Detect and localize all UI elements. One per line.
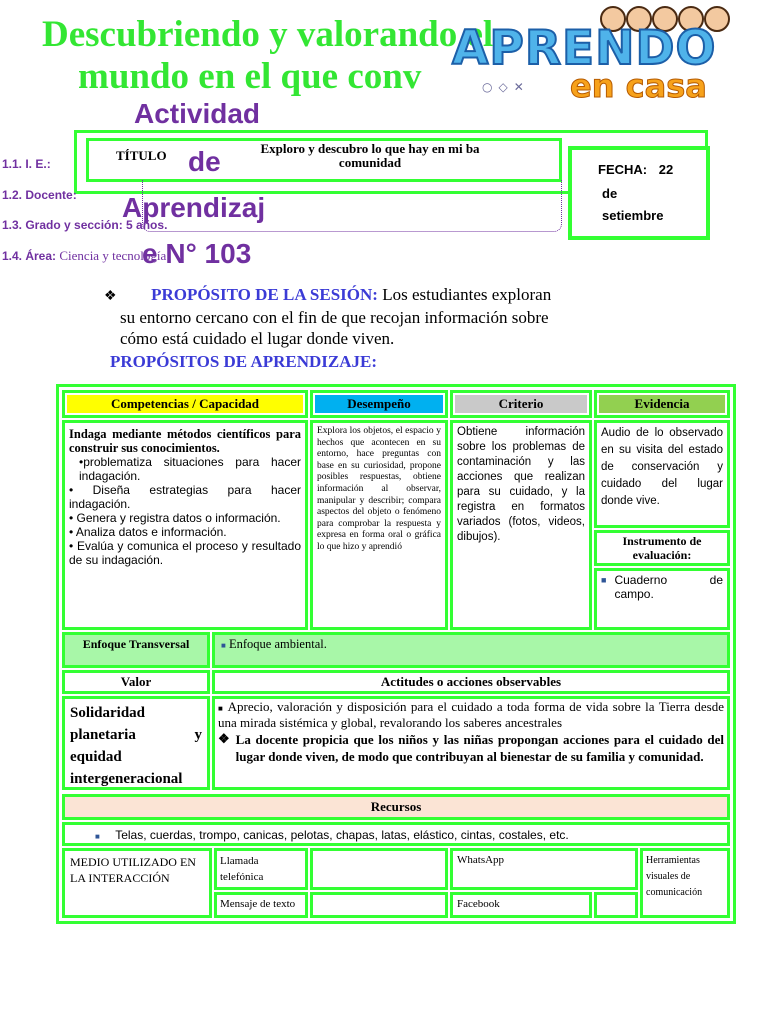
header-criterio-cell [450, 390, 592, 418]
header-desempeno-cell [310, 390, 448, 418]
evidencia-text: Audio de lo observado en su visita del estado de conservación y cuidado del lugar donde vive. [601, 427, 723, 507]
recursos-label: Recursos [370, 799, 422, 814]
actitud-text: Aprecio, valoración y disposición para el cuidado a toda forma de vida sobre la Tierra desde una mirada sistémica y global, revalorando los saberes ancestrales [218, 699, 724, 730]
titulo-value-line-2: comunidad [338, 155, 402, 170]
llamada-label: Llamada telefónica [220, 855, 264, 883]
mensaje-cell [214, 892, 308, 918]
llamada-cell [214, 848, 308, 890]
competencia-item: • Diseña estrategias para hacer indagación. [69, 483, 301, 511]
header-competencias: Competencias / Capacidad [67, 395, 303, 413]
facebook-label: Facebook [457, 898, 500, 910]
purpose-text-first: Los estudiantes exploran [382, 285, 552, 304]
header-evidencia-cell [594, 390, 730, 418]
purpose-label: PROPÓSITO DE LA SESIÓN: [151, 285, 378, 304]
competencia-item: • Evalúa y comunica el proceso y resultado de su indagación. [69, 539, 301, 567]
criterio-text: Obtiene información sobre los problemas de contaminación y las acciones que realizan para su cuidado, y la registra en formatos variados (fotos, videos, dibujos). [457, 426, 585, 543]
desempeno-cell [310, 420, 448, 630]
enfoque-value-cell [212, 632, 730, 668]
actitudes-cell [212, 696, 730, 790]
competencia-item: •problematiza situaciones para hacer indagación. [79, 455, 301, 483]
area-label: 1.4. Área: [2, 249, 57, 263]
facebook-cell [450, 892, 592, 918]
valor-label: Valor [120, 674, 152, 689]
header-evidencia: Evidencia [599, 395, 725, 413]
diamond-bullet-icon: ❖ [218, 731, 230, 746]
titulo-value [180, 142, 560, 170]
competencia-item: • Genera y registra datos o información. [69, 511, 281, 525]
actitud-bold: La docente propicia que los niños y las niñas propongan acciones para el cuidado del lugar donde viven, de modo que contribuyan al bienestar de su familia y comunidad. [235, 732, 724, 764]
fecha-label: FECHA: [598, 162, 648, 177]
enfoque-value: Enfoque ambiental. [228, 637, 327, 651]
mensaje-check-cell[interactable] [310, 892, 448, 918]
valor-value: Solidaridad planetaria y equidad intergeneracional [70, 705, 202, 787]
logo-main-text: APRENDO [452, 21, 717, 76]
facebook-check-cell[interactable] [594, 892, 638, 918]
page-title-line-2: mundo en el que conv [78, 56, 422, 97]
medio-label-cell [62, 848, 212, 918]
purpose-bullet-icon: ❖ [104, 289, 117, 304]
competencia-item: • Analiza datos e información. [69, 525, 227, 539]
herramientas-label: Herramientas visuales de comunicación [646, 855, 703, 898]
fecha-month-1: de [602, 186, 618, 201]
page-title-line-1: Descubriendo y valorando el [42, 14, 494, 55]
criterio-cell [450, 420, 592, 630]
instrumento-item: Cuaderno de campo. [614, 573, 723, 601]
titulo-label: TÍTULO [116, 148, 167, 163]
competencia-title: Indaga mediante métodos científicos para construir sus conocimientos. [69, 427, 301, 455]
enfoque-label-cell [62, 632, 210, 668]
activity-line-3: Aprendizaj [122, 192, 266, 223]
desempeno-text: Explora los objetos, el espacio y hechos que acontecen en su entorno, hace preguntas con base en su curiosidad, propone posibles respuestas, obtiene información al observar, manipular y describir; compara aspectos del objeto o fenómeno para comprobar la respuesta y expresa en forma oral o gráfica lo que hizo y aprendió [317, 426, 441, 552]
header-criterio: Criterio [455, 395, 587, 413]
competencias-cell [62, 420, 308, 630]
actitudes-label: Actitudes o acciones observables [380, 674, 562, 689]
instrumento-header-cell [594, 530, 730, 566]
instrumento-cell [594, 568, 730, 630]
learning-purposes-heading: PROPÓSITOS DE APRENDIZAJE: [110, 352, 378, 371]
header-competencias-cell [62, 390, 308, 418]
area-value: Ciencia y tecnología [59, 248, 167, 263]
recursos-value: Telas, cuerdas, trompo, canicas, pelotas, chapas, latas, elástico, cintas, costales, etc. [115, 828, 569, 842]
recursos-header-cell [62, 794, 730, 820]
actitudes-header-cell [212, 670, 730, 694]
purpose-text-line-2: su entorno cercano con el fin de que recojan información sobre [120, 308, 549, 327]
mensaje-label: Mensaje de texto [220, 898, 296, 910]
instrumento-label: Instrumento de evaluación: [622, 534, 702, 562]
recursos-value-cell [62, 822, 730, 846]
fecha-month-2: setiembre [602, 208, 664, 223]
fecha-box [568, 146, 710, 240]
square-bullet-icon: ■ [218, 704, 224, 713]
titulo-value-line-1: Exploro y descubro lo que hay en mi ba [260, 142, 480, 156]
decorative-shapes-icon: ○◇✕ [482, 80, 530, 94]
fecha-day: 22 [658, 162, 674, 177]
square-bullet-icon: ■ [601, 575, 607, 585]
area-row [2, 248, 166, 264]
whatsapp-label: WhatsApp [457, 854, 505, 866]
activity-line-2: de [188, 146, 221, 177]
grado-label: 1.3. Grado y sección: 5 años. [2, 218, 168, 232]
whatsapp-cell [450, 848, 638, 890]
session-purpose [104, 284, 660, 349]
logo-sub-text: en casa [570, 67, 707, 105]
purpose-text-line-3: cómo está cuidado el lugar donde viven. [120, 329, 395, 348]
activity-line-4: e N° 103 [142, 238, 252, 269]
ie-label: 1.1. I. E.: [2, 157, 51, 171]
evidencia-cell [594, 420, 730, 528]
llamada-check-cell[interactable] [310, 848, 448, 890]
square-bullet-icon: ■ [221, 641, 226, 650]
header-desempeno: Desempeño [315, 395, 443, 413]
enfoque-label: Enfoque Transversal [82, 637, 190, 651]
valor-cell [62, 696, 210, 790]
herramientas-cell [640, 848, 730, 918]
docente-label: 1.2. Docente: [2, 188, 77, 202]
aprendo-en-casa-logo [452, 2, 757, 105]
valor-header-cell [62, 670, 210, 694]
square-bullet-icon: ■ [95, 832, 100, 841]
medio-label: MEDIO UTILIZADO EN LA INTERACCIÓN [70, 855, 196, 885]
activity-line-1: Actividad [134, 98, 261, 129]
